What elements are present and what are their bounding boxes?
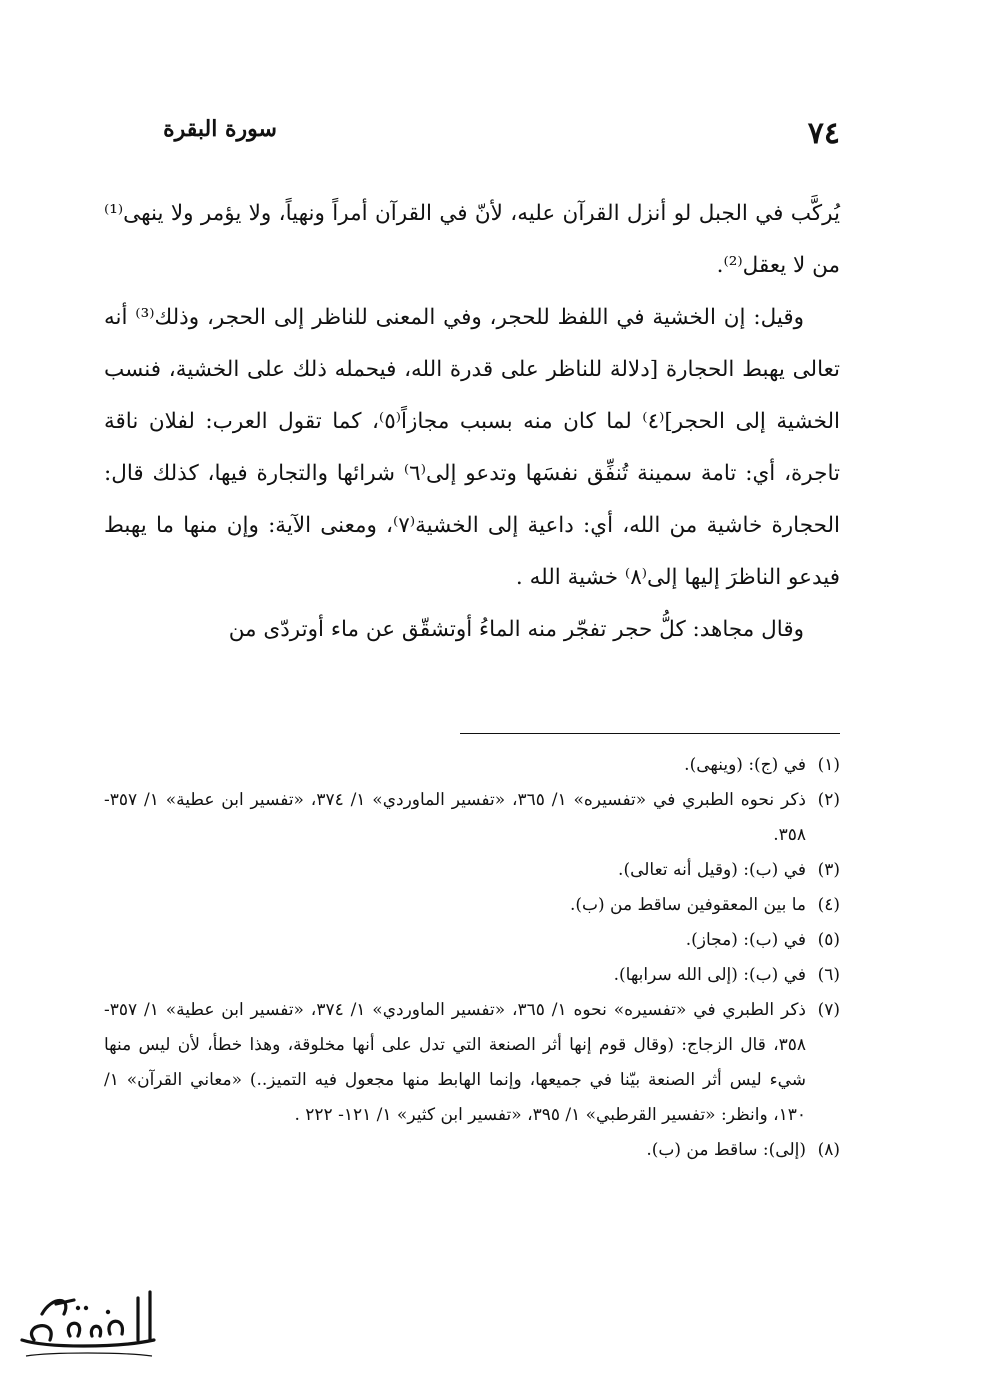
footnote bbox=[104, 958, 840, 993]
footnote-number: (٢) bbox=[817, 790, 840, 810]
footnote bbox=[104, 888, 840, 923]
paragraph: وقال مجاهد: كلُّ حجر تفجّر منه الماءُ أوتشقّق عن ماء أوتردّى من bbox=[228, 617, 804, 642]
footnote-number: (٨) bbox=[817, 1140, 840, 1160]
footnote-number: (٧) bbox=[817, 1000, 840, 1020]
footnote-number: (٤) bbox=[817, 895, 840, 915]
footnote-number: (٥) bbox=[817, 930, 840, 950]
footnote-text: ذكر نحوه الطبري في «تفسيره» ١/ ٣٦٥، «تفسير الماوردي» ١/ ٣٧٤، «تفسير ابن عطية» ١/ ٣٥٧- ٣٥٨. bbox=[104, 790, 806, 845]
footnote bbox=[104, 783, 840, 853]
running-header-title: سورة البقرة bbox=[163, 116, 277, 142]
footnote bbox=[104, 993, 840, 1133]
footnote bbox=[104, 748, 840, 783]
footnote-text: ذكر الطبري في «تفسيره» نحوه ١/ ٣٦٥، «تفسير الماوردي» ١/ ٣٧٤، «تفسير ابن عطية» ١/ ٣٥٧- ٣٥٨، قال الزجاج: (وقال قوم إنها أثر الصنعة التي تدل على أنها مخلوقة، وهذا خطأ، لأن ليس منها شيء ليس أثر الصنعة بيّنا في جميعها، وإنما الهابط منها مجعول فيه التميز..) «معاني القرآن» ١/ ١٣٠، وانظر: «تفسير القرطبي» ١/ ٣٩٥، «تفسير ابن كثير» ١/ ١٢١- ٢٢٢ . bbox=[104, 1000, 806, 1125]
footnote-text: ما بين المعقوفين ساقط من (ب). bbox=[569, 895, 806, 915]
footnote bbox=[104, 853, 840, 888]
paragraph: وقيل: إن الخشية في اللفظ للحجر، وفي المعنى للناظر إلى الحجر، وذلك⁽³⁾ أنه تعالى يهبط الحجارة [دلالة للناظر على قدرة الله، فيحمله ذلك على الخشية، فنسب الخشية إلى الحجر]⁽٤⁾ لما كان منه بسبب مجازاً⁽٥⁾، كما تقول العرب: لفلان ناقة تاجرة، أي: تامة سمينة تُنفِّق نفسَها وتدعو إلى⁽٦⁾ شرائها والتجارة فيها، كذلك قال: الحجارة خاشية من الله، أي: داعية إلى الخشية⁽٧⁾، ومعنى الآية: وإن منها ما يهبط فيدعو الناظرَ إليها إلى⁽٨⁾ خشية الله . bbox=[104, 305, 840, 590]
footnotes bbox=[104, 748, 840, 1168]
footnote bbox=[104, 1133, 840, 1168]
footnote bbox=[104, 923, 840, 958]
page-number: ٧٤ bbox=[807, 116, 840, 151]
main-text bbox=[104, 188, 840, 656]
footnote-text: في (ج): (وينهى). bbox=[684, 755, 806, 775]
footnote-separator bbox=[460, 733, 840, 734]
footnote-number: (٣) bbox=[817, 860, 840, 880]
footnote-text: (إلى): ساقط من (ب). bbox=[646, 1140, 806, 1160]
footnote-text: في (ب): (إلى الله سرابها). bbox=[613, 965, 806, 985]
footnote-text: في (ب): (وقيل أنه تعالى). bbox=[618, 860, 806, 880]
paragraph: يُركَّب في الجبل لو أنزل القرآن عليه، لأنّ في القرآن أمراً ونهياً، ولا يؤمر ولا ينهى⁽¹⁾ من لا يعقل⁽²⁾. bbox=[104, 201, 840, 278]
publisher-logo bbox=[12, 1284, 162, 1364]
footnote-text: في (ب): (مجاز). bbox=[685, 930, 806, 950]
footnote-number: (١) bbox=[817, 755, 840, 775]
footnote-number: (٦) bbox=[817, 965, 840, 985]
